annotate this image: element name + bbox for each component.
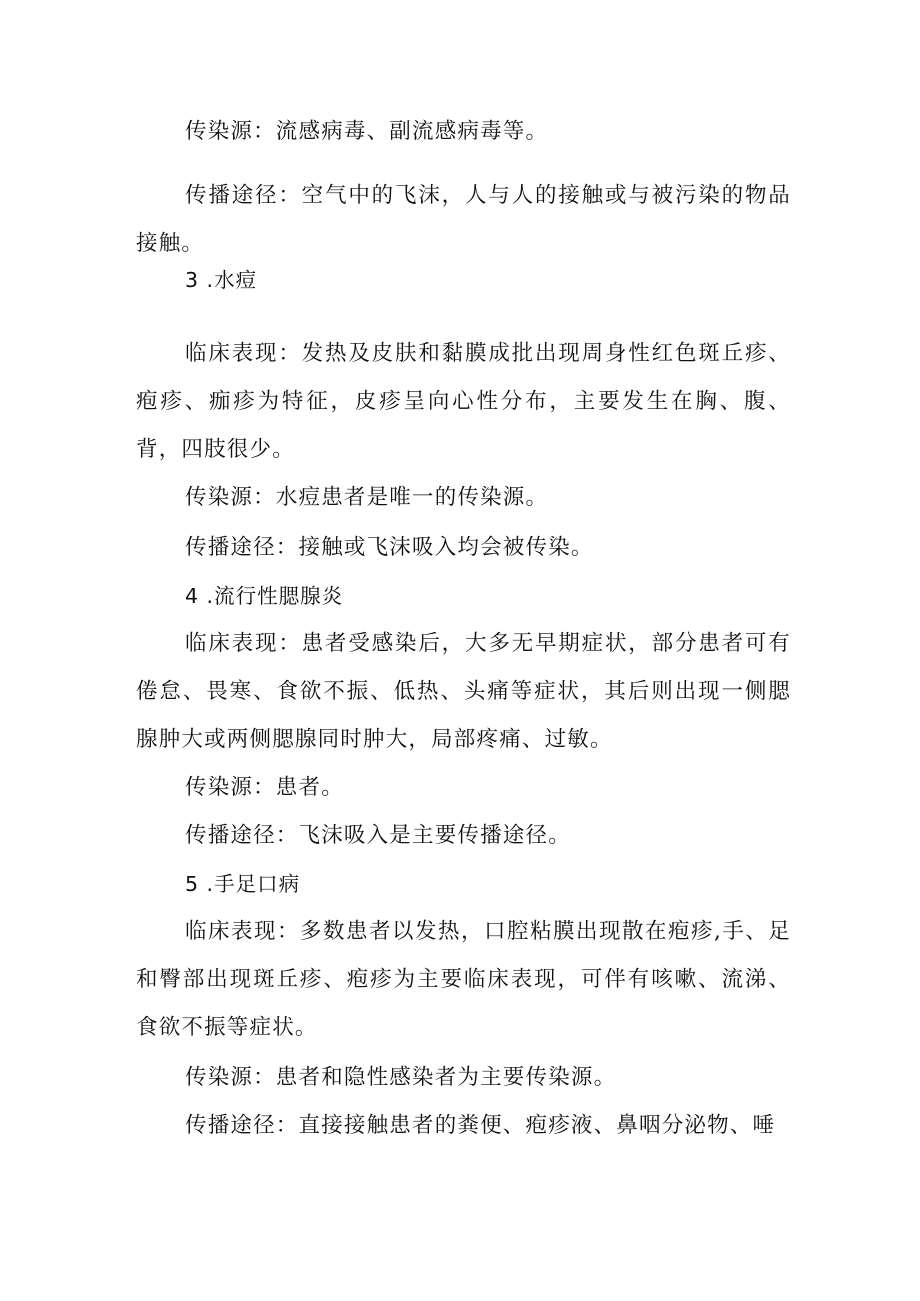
hfmd-clinical-paragraph: 临床表现：多数患者以发热，口腔粘膜出现散在疱疹,手、足和臀部出现斑丘疹、疱疹为主要临床表现，可伴有咳嗽、流涕、食欲不振等症状。 [136,919,791,1040]
section-heading-hfmd: 5 .手足口病 [185,872,301,896]
hfmd-transmission-paragraph: 传播途径：直接接触患者的粪便、疱疹液、鼻咽分泌物、唾 [185,1113,776,1138]
hfmd-source-paragraph: 传染源：患者和隐性感染者为主要传染源。 [185,1065,617,1090]
flu-transmission-paragraph: 传播途径：空气中的飞沫，人与人的接触或与被污染的物品接触。 [136,183,791,256]
mumps-transmission-paragraph: 传播途径：飞沫吸入是主要传播途径。 [185,823,571,848]
mumps-clinical-paragraph: 临床表现：患者受感染后，大多无早期症状，部分患者可有倦怠、畏寒、食欲不振、低热、头痛等症状，其后则出现一侧腮腺肿大或两侧腮腺同时肿大，局部疼痛、过敏。 [136,631,791,752]
mumps-source-paragraph: 传染源：患者。 [185,775,344,800]
chickenpox-transmission-paragraph: 传播途径：接触或飞沫吸入均会被传染。 [185,535,594,560]
chickenpox-clinical-paragraph: 临床表现：发热及皮肤和黏膜成批出现周身性红色斑丘疹、疱疹、痂疹为特征，皮疹呈向心性分布，主要发生在胸、腹、背，四肢很少。 [136,341,791,462]
chickenpox-source-paragraph: 传染源：水痘患者是唯一的传染源。 [185,485,549,510]
section-heading-chickenpox: 3 .水痘 [185,268,258,292]
flu-source-paragraph: 传染源：流感病毒、副流感病毒等。 [185,119,549,144]
section-heading-mumps: 4 .流行性腮腺炎 [185,584,344,608]
